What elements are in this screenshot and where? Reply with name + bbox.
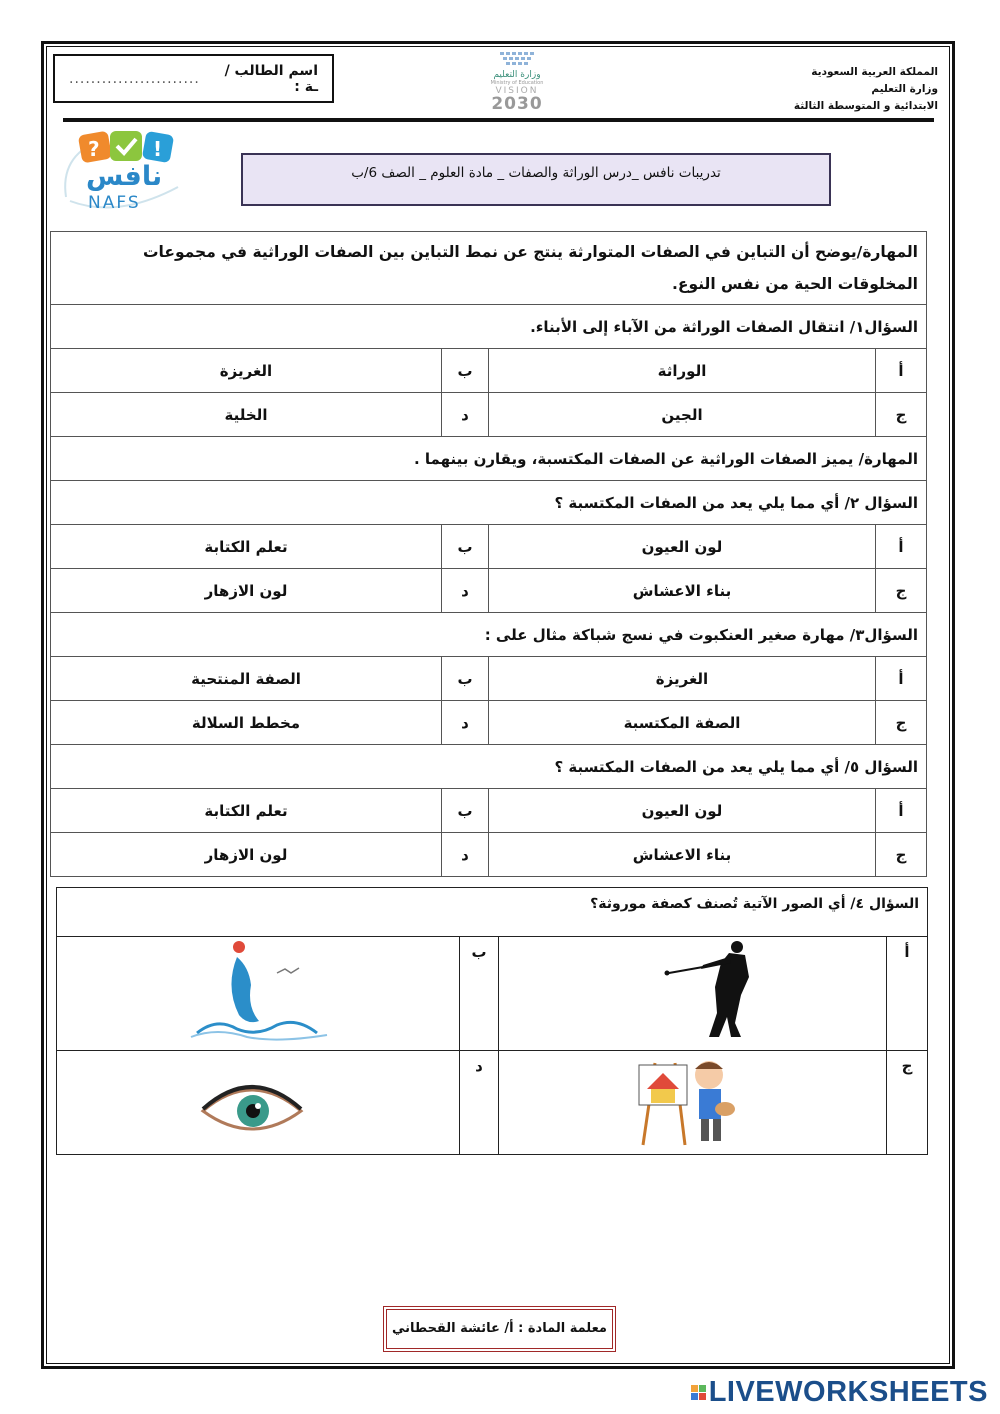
kingdom-label: المملكة العربية السعودية: [811, 66, 938, 78]
question-3-text: السؤال٣/ مهارة صغير العنكبوت في نسج شباكة مثال على :: [51, 613, 927, 657]
student-name-label: اسم الطالب / ـة :: [224, 62, 318, 95]
question-5-row-1: [51, 789, 927, 833]
worksheet-title: تدريبات نافس _درس الوراثة والصفات _ مادة العلوم _ الصف 6/ب: [241, 153, 831, 206]
q5-option-d[interactable]: لون الازهار: [51, 833, 442, 877]
student-name-dots: ........................: [69, 70, 200, 87]
q4-option-c[interactable]: [499, 1051, 887, 1155]
vision-year: 2030: [491, 94, 543, 114]
golfer-silhouette-icon: [649, 937, 789, 1043]
q4-option-a[interactable]: [499, 937, 887, 1051]
image-question-table: [56, 887, 928, 1155]
nafs-english: NAFS: [88, 193, 141, 213]
question-3-row-1: [51, 657, 927, 701]
liveworksheets-logo-icon: [691, 1385, 706, 1400]
q3-option-b[interactable]: الصفة المنتحية: [51, 657, 442, 701]
q4-option-b[interactable]: [57, 937, 460, 1051]
question-1-row-1: [51, 349, 927, 393]
q1-option-d[interactable]: الخلية: [51, 393, 442, 437]
q3-letter-b: ب: [442, 657, 489, 701]
liveworksheets-watermark: [691, 1376, 988, 1409]
eye-icon: [197, 1075, 307, 1145]
question-1-row-2: [51, 393, 927, 437]
q5-letter-b: ب: [442, 789, 489, 833]
q3-option-d[interactable]: مخطط السلالة: [51, 701, 442, 745]
q2-option-d[interactable]: لون الازهار: [51, 569, 442, 613]
skill-2: المهارة/ يميز الصفات الوراثية عن الصفات المكتسبة، ويقارن بينهما .: [51, 437, 927, 481]
question-4-text: السؤال ٤/ أي الصور الآتية تُصنف كصفة موروثة؟: [57, 888, 928, 937]
q4-option-d[interactable]: [57, 1051, 460, 1155]
question-3-row-2: [51, 701, 927, 745]
child-painting-icon: [629, 1053, 739, 1149]
q3-letter-a: أ: [876, 657, 927, 701]
q5-letter-d: د: [442, 833, 489, 877]
ministry-logo-sub: Ministry of Education: [490, 80, 544, 86]
liveworksheets-text: LIVEWORKSHEETS: [708, 1376, 988, 1408]
q2-option-c[interactable]: بناء الاعشاش: [489, 569, 876, 613]
q4-letter-c: ج: [887, 1051, 928, 1155]
q3-option-c[interactable]: الصفة المكتسبة: [489, 701, 876, 745]
question-2-text: السؤال ٢/ أي مما يلي يعد من الصفات المكتسبة ؟: [51, 481, 927, 525]
nafs-arabic: نافس: [86, 161, 163, 192]
question-5-row-2: [51, 833, 927, 877]
teacher-name: معلمة المادة : أ/ عائشة القحطاني: [386, 1309, 613, 1349]
q1-letter-a: أ: [876, 349, 927, 393]
question-4-row-1: [57, 937, 928, 1051]
q4-letter-b: ب: [460, 937, 499, 1051]
ministry-label: وزارة التعليم: [871, 83, 938, 95]
q3-letter-d: د: [442, 701, 489, 745]
ministry-logo: [462, 50, 572, 114]
q5-option-a[interactable]: لون العيون: [489, 789, 876, 833]
q1-option-a[interactable]: الوراثة: [489, 349, 876, 393]
q2-option-b[interactable]: تعلم الكتابة: [51, 525, 442, 569]
student-name-box[interactable]: [53, 54, 334, 103]
q2-letter-a: أ: [876, 525, 927, 569]
q5-letter-a: أ: [876, 789, 927, 833]
school-label: الابتدائية و المتوسطة الثالثة: [793, 100, 938, 112]
q4-letter-d: د: [460, 1051, 499, 1155]
question-2-row-2: [51, 569, 927, 613]
ministry-logo-text: وزارة التعليم: [493, 70, 541, 80]
q5-option-c[interactable]: بناء الاعشاش: [489, 833, 876, 877]
questions-table: [50, 231, 927, 877]
svg-text:!: !: [153, 137, 163, 161]
q1-option-c[interactable]: الجين: [489, 393, 876, 437]
q2-option-a[interactable]: لون العيون: [489, 525, 876, 569]
school-header: [794, 64, 938, 115]
question-1-text: السؤال١/ انتقال الصفات الوراثة من الآباء إلى الأبناء.: [51, 305, 927, 349]
q2-letter-c: ج: [876, 569, 927, 613]
header-divider: [63, 118, 934, 122]
q5-option-b[interactable]: تعلم الكتابة: [51, 789, 442, 833]
q1-letter-c: ج: [876, 393, 927, 437]
q1-letter-b: ب: [442, 349, 489, 393]
question-4-row-2: [57, 1051, 928, 1155]
q3-option-a[interactable]: الغريزة: [489, 657, 876, 701]
skill-1: المهارة/يوضح أن التباين في الصفات المتوارثة ينتج عن نمط التباين بين الصفات الوراثية في مجموعات المخلوقات الحية من نفس النوع.: [51, 232, 927, 305]
svg-text:?: ?: [88, 137, 100, 161]
q1-letter-d: د: [442, 393, 489, 437]
q3-letter-c: ج: [876, 701, 927, 745]
q1-option-b[interactable]: الغريزة: [51, 349, 442, 393]
q2-letter-d: د: [442, 569, 489, 613]
question-2-row-1: [51, 525, 927, 569]
dolphin-splash-icon: [177, 937, 337, 1043]
q5-letter-c: ج: [876, 833, 927, 877]
vision-text: VISION: [495, 86, 539, 96]
q4-letter-a: أ: [887, 937, 928, 1051]
q2-letter-b: ب: [442, 525, 489, 569]
ministry-dots-icon: [462, 50, 572, 72]
nafs-logo: [58, 127, 193, 215]
question-5-text: السؤال ٥/ أي مما يلي يعد من الصفات المكتسبة ؟: [51, 745, 927, 789]
